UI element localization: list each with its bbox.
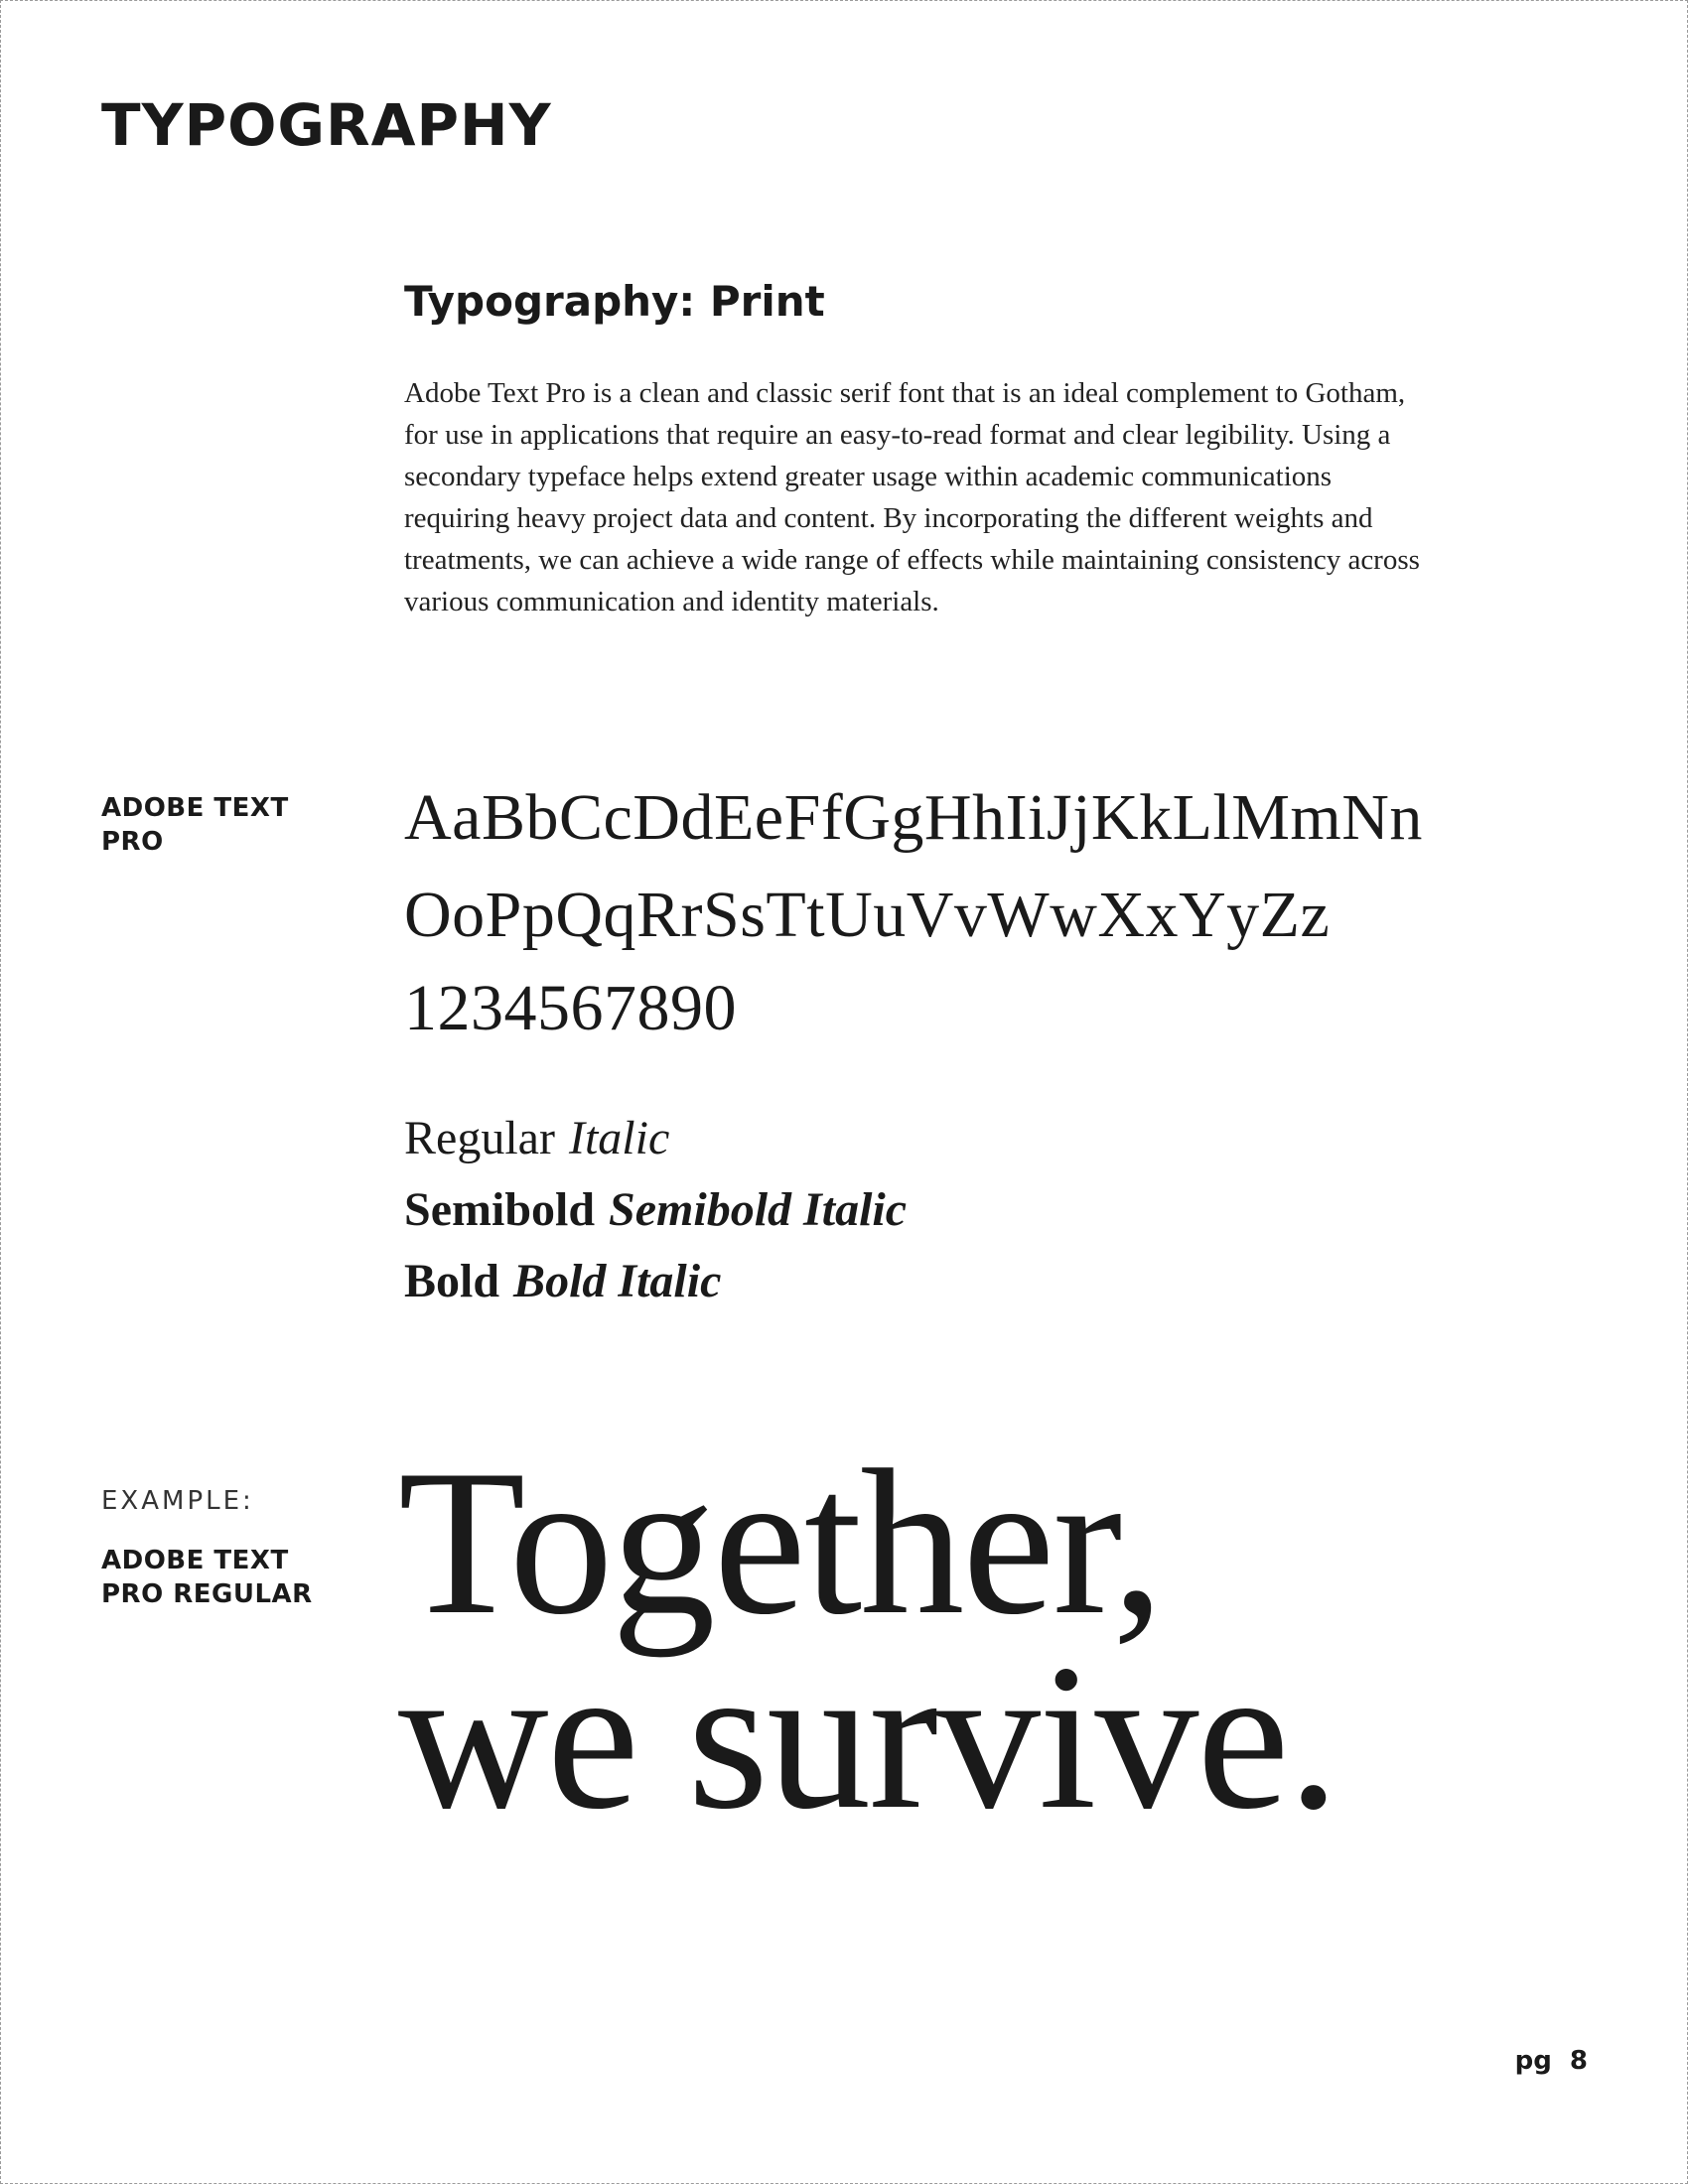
example-font-label bbox=[101, 1544, 313, 1611]
weight-bold: Bold bbox=[404, 1255, 500, 1307]
section-body-text: Adobe Text Pro is a clean and classic serif font that is an ideal complement to Gotham, for use in applications that require an easy-to-read format and clear legibility. Using a secondary typeface helps extend greater usage within academic communications requiring heavy project data and content. By incorporating the different weights and treatments, we can achieve a wide range of effects while maintaining consistency across various communication and identity materials. bbox=[404, 377, 1420, 617]
example-label: EXAMPLE: bbox=[101, 1486, 254, 1516]
specimen-font-label bbox=[101, 791, 289, 859]
weight-bold-italic: Bold Italic bbox=[513, 1255, 722, 1307]
numerals: 1234567890 bbox=[404, 972, 737, 1044]
alphabet-uppercase-lowercase-o-z: OoPpQqRrSsTtUuVvWwXxYyZz bbox=[404, 879, 1331, 951]
example-font-label-line1: ADOBE TEXT bbox=[101, 1546, 289, 1575]
example-line-1: Together, bbox=[398, 1428, 1163, 1658]
section-heading: Typography: Print bbox=[404, 277, 825, 326]
example-font-label-line2: PRO REGULAR bbox=[101, 1579, 313, 1609]
weight-semibold-italic: Semibold Italic bbox=[609, 1183, 908, 1236]
specimen-font-label-line1: ADOBE TEXT bbox=[101, 793, 289, 823]
font-weights-list bbox=[404, 1103, 907, 1317]
weight-row-semibold bbox=[404, 1174, 907, 1246]
specimen-font-label-line2: PRO bbox=[101, 827, 164, 857]
weight-italic: Italic bbox=[568, 1112, 670, 1164]
page-number: pg 8 bbox=[1514, 2046, 1588, 2076]
example-line-2: we survive. bbox=[398, 1622, 1338, 1852]
weight-row-regular bbox=[404, 1103, 907, 1174]
example-display-text bbox=[398, 1428, 1338, 1852]
weight-regular: Regular bbox=[404, 1112, 555, 1164]
weight-row-bold bbox=[404, 1246, 907, 1317]
alphabet-uppercase-lowercase-a-n: AaBbCcDdEeFfGgHhIiJjKkLlMmNn bbox=[404, 781, 1423, 854]
weight-semibold: Semibold bbox=[404, 1183, 596, 1236]
page-title: TYPOGRAPHY bbox=[101, 91, 552, 159]
